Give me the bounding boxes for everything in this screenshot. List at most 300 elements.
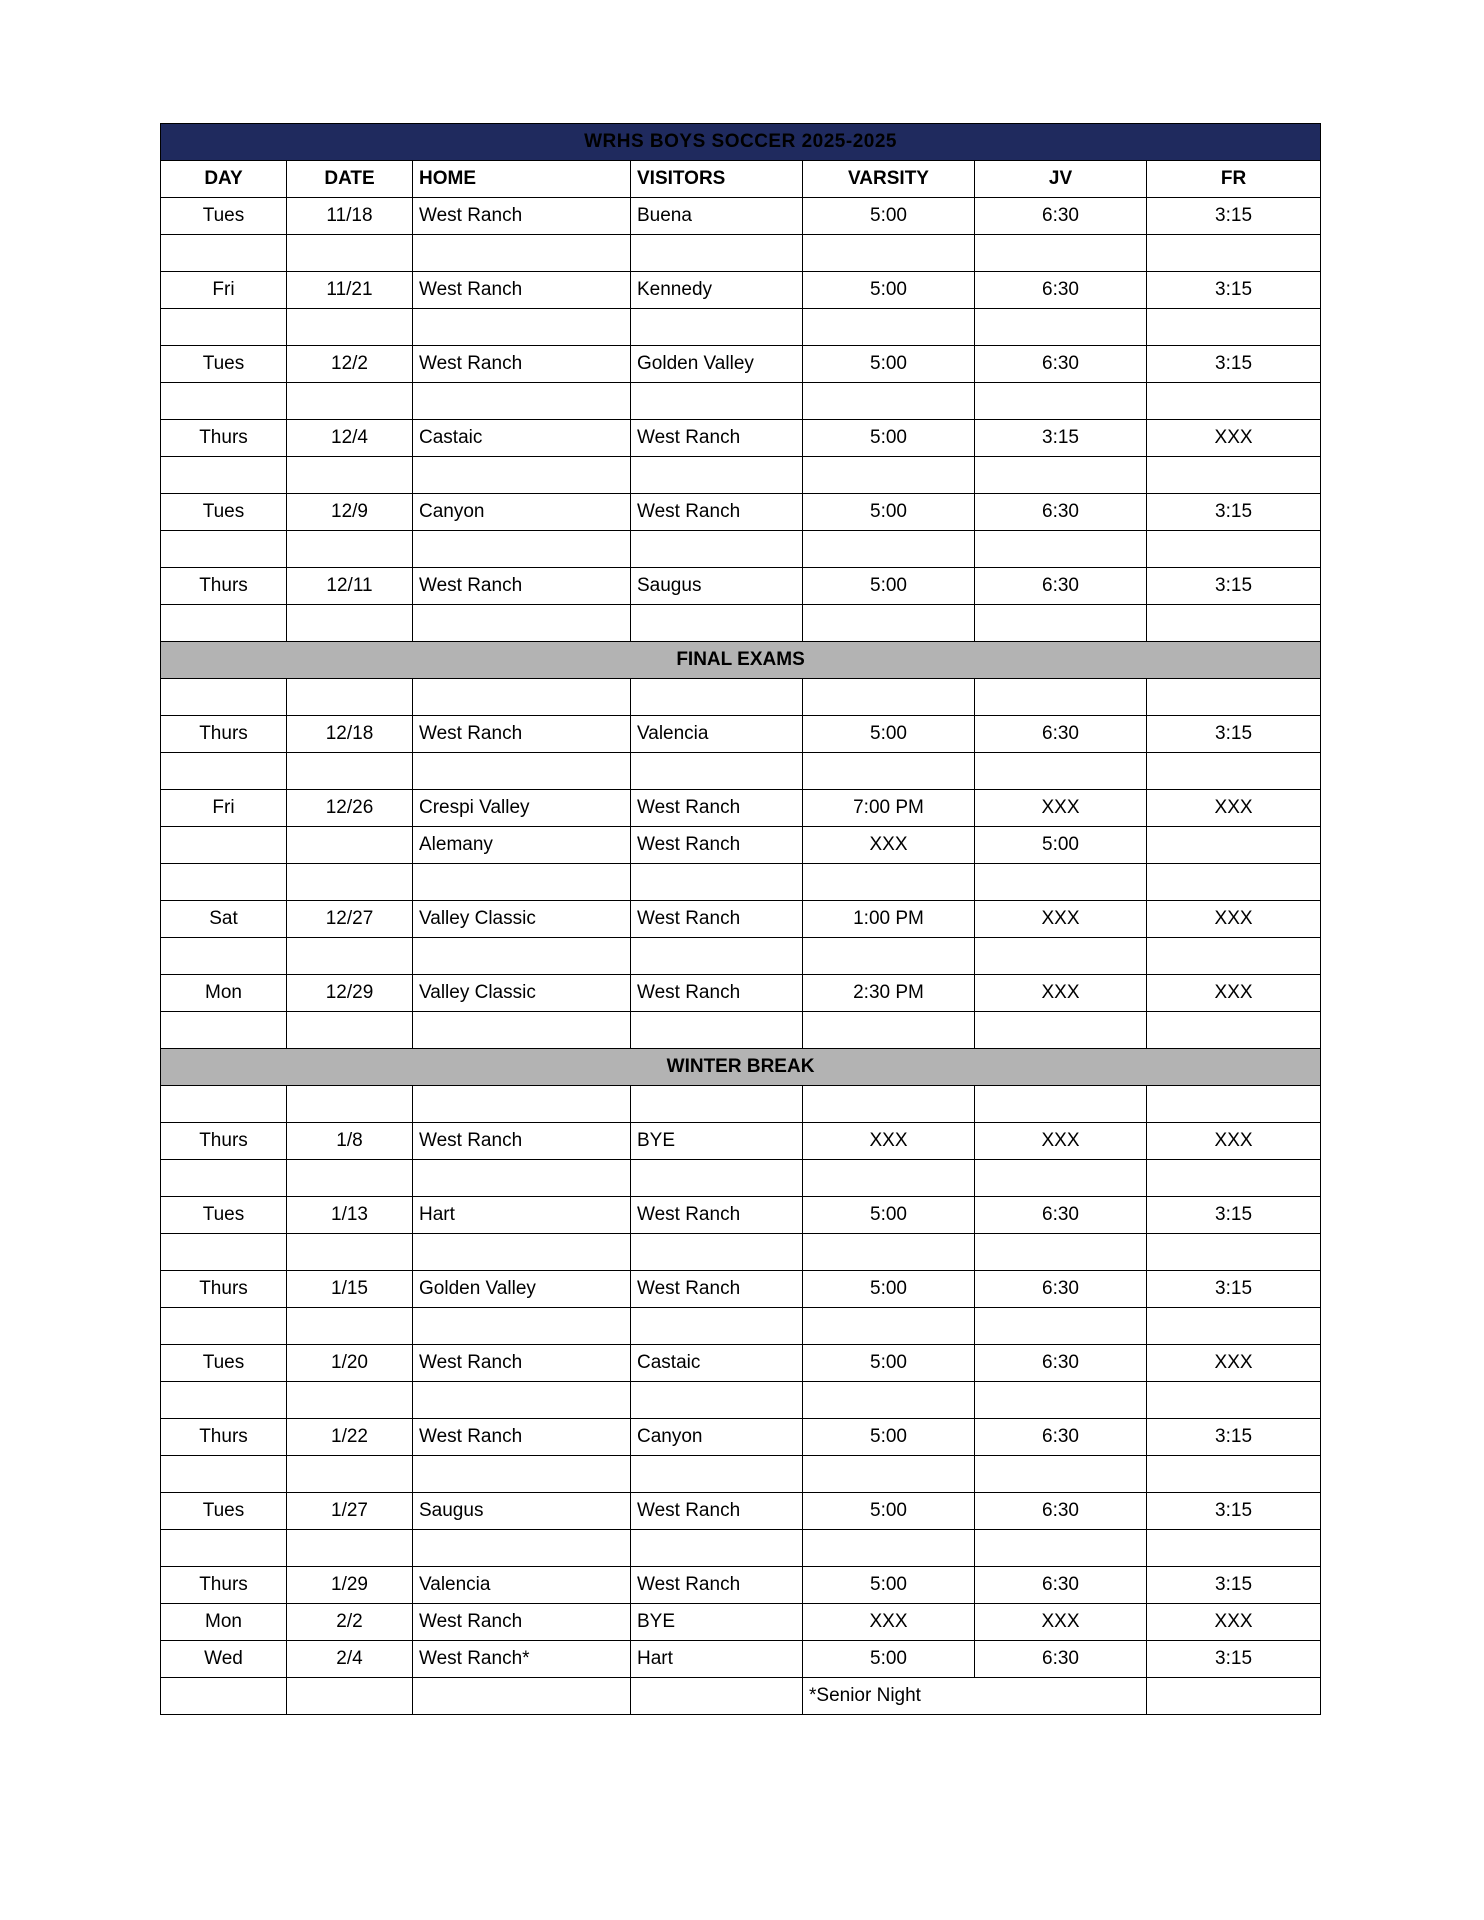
- spacer-cell: [631, 864, 803, 901]
- spacer-cell: [161, 938, 287, 975]
- spacer-cell: [975, 1234, 1147, 1271]
- spacer-row: [161, 753, 1321, 790]
- spacer-cell: [803, 679, 975, 716]
- spacer-cell: [631, 1382, 803, 1419]
- cell-varsity: 5:00: [803, 1493, 975, 1530]
- spacer-cell: [1147, 1308, 1321, 1345]
- cell-visitors: Hart: [631, 1641, 803, 1678]
- table-row: [161, 494, 1321, 531]
- section-divider-row: [161, 642, 1321, 679]
- cell-fr: 3:15: [1147, 494, 1321, 531]
- table-row: [161, 420, 1321, 457]
- cell-home: Valley Classic: [413, 975, 631, 1012]
- cell-date: 12/18: [287, 716, 413, 753]
- spacer-row: [161, 864, 1321, 901]
- schedule-table-body: [161, 124, 1321, 1715]
- spacer-cell: [631, 1012, 803, 1049]
- cell-date: 1/20: [287, 1345, 413, 1382]
- spacer-cell: [161, 383, 287, 420]
- spacer-cell: [803, 864, 975, 901]
- spacer-cell: [413, 1012, 631, 1049]
- spacer-cell: [975, 938, 1147, 975]
- spacer-row: [161, 1308, 1321, 1345]
- table-row: [161, 1419, 1321, 1456]
- cell-visitors: West Ranch: [631, 975, 803, 1012]
- schedule-table: [160, 123, 1321, 1715]
- spacer-cell: [631, 753, 803, 790]
- cell-home: West Ranch: [413, 346, 631, 383]
- spacer-cell: [803, 1160, 975, 1197]
- cell-visitors: Golden Valley: [631, 346, 803, 383]
- cell-varsity: 5:00: [803, 1641, 975, 1678]
- cell-day: [161, 827, 287, 864]
- cell-fr: 3:15: [1147, 568, 1321, 605]
- spacer-cell: [161, 309, 287, 346]
- cell-jv: 6:30: [975, 1271, 1147, 1308]
- spacer-cell: [287, 1234, 413, 1271]
- spacer-row: [161, 383, 1321, 420]
- table-row: [161, 1604, 1321, 1641]
- note-blank-fr: [1147, 1678, 1321, 1715]
- spacer-cell: [975, 1308, 1147, 1345]
- spacer-cell: [287, 679, 413, 716]
- cell-varsity: XXX: [803, 1123, 975, 1160]
- spacer-cell: [975, 1160, 1147, 1197]
- spacer-cell: [287, 1012, 413, 1049]
- cell-varsity: 5:00: [803, 568, 975, 605]
- cell-fr: XXX: [1147, 975, 1321, 1012]
- schedule-title: WRHS BOYS SOCCER 2025-2025: [161, 124, 1321, 161]
- spacer-cell: [161, 864, 287, 901]
- spacer-cell: [1147, 383, 1321, 420]
- spacer-cell: [161, 1308, 287, 1345]
- table-row: [161, 1123, 1321, 1160]
- cell-day: Tues: [161, 1345, 287, 1382]
- cell-home: Hart: [413, 1197, 631, 1234]
- cell-home: Alemany: [413, 827, 631, 864]
- spacer-cell: [413, 309, 631, 346]
- spacer-cell: [287, 1382, 413, 1419]
- cell-date: 12/2: [287, 346, 413, 383]
- spacer-cell: [975, 457, 1147, 494]
- section-divider-row: [161, 1049, 1321, 1086]
- table-row: [161, 1641, 1321, 1678]
- spacer-cell: [631, 1530, 803, 1567]
- spacer-cell: [287, 457, 413, 494]
- cell-home: West Ranch: [413, 1345, 631, 1382]
- cell-varsity: 5:00: [803, 272, 975, 309]
- spacer-cell: [287, 383, 413, 420]
- cell-fr: 3:15: [1147, 1641, 1321, 1678]
- cell-fr: [1147, 827, 1321, 864]
- cell-visitors: West Ranch: [631, 1271, 803, 1308]
- cell-jv: 6:30: [975, 1567, 1147, 1604]
- cell-home: West Ranch: [413, 1123, 631, 1160]
- cell-date: 1/22: [287, 1419, 413, 1456]
- spacer-cell: [161, 1012, 287, 1049]
- spacer-row: [161, 457, 1321, 494]
- spacer-cell: [975, 753, 1147, 790]
- note-blank-visitors: [631, 1678, 803, 1715]
- spacer-cell: [1147, 309, 1321, 346]
- spacer-row: [161, 1456, 1321, 1493]
- cell-visitors: West Ranch: [631, 827, 803, 864]
- cell-varsity: 5:00: [803, 1271, 975, 1308]
- cell-jv: XXX: [975, 975, 1147, 1012]
- cell-varsity: 5:00: [803, 198, 975, 235]
- spacer-cell: [161, 1086, 287, 1123]
- column-header-varsity: VARSITY: [803, 161, 975, 198]
- cell-day: Thurs: [161, 716, 287, 753]
- spacer-cell: [161, 531, 287, 568]
- spacer-cell: [975, 531, 1147, 568]
- section-label: WINTER BREAK: [161, 1049, 1321, 1086]
- spacer-cell: [1147, 864, 1321, 901]
- spacer-cell: [803, 457, 975, 494]
- spacer-cell: [1147, 1530, 1321, 1567]
- spacer-cell: [413, 753, 631, 790]
- spacer-cell: [1147, 457, 1321, 494]
- cell-date: 1/29: [287, 1567, 413, 1604]
- cell-date: 12/27: [287, 901, 413, 938]
- cell-fr: 3:15: [1147, 1197, 1321, 1234]
- spacer-cell: [631, 1234, 803, 1271]
- cell-jv: 6:30: [975, 1419, 1147, 1456]
- cell-jv: XXX: [975, 1604, 1147, 1641]
- table-row: [161, 901, 1321, 938]
- spacer-cell: [975, 1086, 1147, 1123]
- cell-varsity: 5:00: [803, 1345, 975, 1382]
- spacer-cell: [631, 679, 803, 716]
- cell-visitors: Canyon: [631, 1419, 803, 1456]
- cell-fr: XXX: [1147, 1345, 1321, 1382]
- cell-date: 2/2: [287, 1604, 413, 1641]
- cell-jv: 6:30: [975, 346, 1147, 383]
- spacer-cell: [287, 1456, 413, 1493]
- cell-home: West Ranch: [413, 716, 631, 753]
- cell-jv: 5:00: [975, 827, 1147, 864]
- cell-visitors: West Ranch: [631, 1493, 803, 1530]
- spacer-cell: [803, 1530, 975, 1567]
- cell-jv: XXX: [975, 901, 1147, 938]
- spacer-cell: [803, 1382, 975, 1419]
- table-row: [161, 790, 1321, 827]
- cell-jv: 3:15: [975, 420, 1147, 457]
- cell-day: Thurs: [161, 568, 287, 605]
- spacer-cell: [1147, 1012, 1321, 1049]
- spacer-cell: [803, 235, 975, 272]
- spacer-row: [161, 309, 1321, 346]
- note-row: [161, 1678, 1321, 1715]
- spacer-cell: [975, 1530, 1147, 1567]
- cell-home: West Ranch: [413, 198, 631, 235]
- schedule-title-row: [161, 124, 1321, 161]
- cell-home: Saugus: [413, 1493, 631, 1530]
- spacer-cell: [803, 1086, 975, 1123]
- cell-fr: 3:15: [1147, 1567, 1321, 1604]
- spacer-cell: [1147, 531, 1321, 568]
- cell-date: 12/11: [287, 568, 413, 605]
- cell-jv: XXX: [975, 1123, 1147, 1160]
- cell-jv: 6:30: [975, 1493, 1147, 1530]
- cell-day: Tues: [161, 494, 287, 531]
- spacer-cell: [413, 235, 631, 272]
- cell-varsity: 5:00: [803, 494, 975, 531]
- cell-varsity: 7:00 PM: [803, 790, 975, 827]
- spacer-cell: [975, 1456, 1147, 1493]
- spacer-row: [161, 1530, 1321, 1567]
- cell-fr: 3:15: [1147, 1493, 1321, 1530]
- spacer-cell: [413, 679, 631, 716]
- spacer-cell: [975, 1012, 1147, 1049]
- cell-jv: 6:30: [975, 494, 1147, 531]
- cell-visitors: West Ranch: [631, 901, 803, 938]
- spacer-cell: [161, 605, 287, 642]
- spacer-cell: [975, 383, 1147, 420]
- column-header-day: DAY: [161, 161, 287, 198]
- spacer-cell: [161, 753, 287, 790]
- table-row: [161, 975, 1321, 1012]
- spacer-cell: [803, 1012, 975, 1049]
- column-header-visitors: VISITORS: [631, 161, 803, 198]
- spacer-cell: [1147, 938, 1321, 975]
- spacer-cell: [631, 457, 803, 494]
- note-blank-home: [413, 1678, 631, 1715]
- spacer-cell: [287, 938, 413, 975]
- table-row: [161, 1271, 1321, 1308]
- cell-home: West Ranch: [413, 1419, 631, 1456]
- cell-day: Tues: [161, 1197, 287, 1234]
- cell-date: 12/26: [287, 790, 413, 827]
- cell-visitors: West Ranch: [631, 1567, 803, 1604]
- spacer-cell: [803, 1308, 975, 1345]
- table-row: [161, 1493, 1321, 1530]
- cell-day: Wed: [161, 1641, 287, 1678]
- spacer-cell: [413, 938, 631, 975]
- spacer-cell: [975, 309, 1147, 346]
- cell-visitors: Valencia: [631, 716, 803, 753]
- spacer-cell: [161, 1160, 287, 1197]
- cell-day: Tues: [161, 198, 287, 235]
- cell-fr: 3:15: [1147, 716, 1321, 753]
- spacer-cell: [1147, 753, 1321, 790]
- note-blank-date: [287, 1678, 413, 1715]
- spacer-cell: [161, 679, 287, 716]
- table-row: [161, 568, 1321, 605]
- cell-jv: XXX: [975, 790, 1147, 827]
- cell-jv: 6:30: [975, 198, 1147, 235]
- cell-home: Castaic: [413, 420, 631, 457]
- spacer-row: [161, 1160, 1321, 1197]
- cell-varsity: 5:00: [803, 420, 975, 457]
- spacer-cell: [631, 1308, 803, 1345]
- spacer-cell: [413, 1530, 631, 1567]
- schedule-sheet: [160, 123, 1320, 1715]
- spacer-cell: [1147, 679, 1321, 716]
- spacer-cell: [287, 753, 413, 790]
- cell-jv: 6:30: [975, 272, 1147, 309]
- cell-varsity: 1:00 PM: [803, 901, 975, 938]
- schedule-header-row: [161, 161, 1321, 198]
- spacer-row: [161, 1234, 1321, 1271]
- spacer-cell: [287, 1160, 413, 1197]
- spacer-cell: [161, 457, 287, 494]
- cell-home: Valencia: [413, 1567, 631, 1604]
- spacer-cell: [631, 1456, 803, 1493]
- cell-fr: 3:15: [1147, 1271, 1321, 1308]
- spacer-cell: [287, 309, 413, 346]
- spacer-cell: [161, 1382, 287, 1419]
- cell-fr: XXX: [1147, 790, 1321, 827]
- cell-home: West Ranch*: [413, 1641, 631, 1678]
- spacer-cell: [287, 864, 413, 901]
- spacer-cell: [161, 1456, 287, 1493]
- spacer-cell: [287, 1530, 413, 1567]
- table-row: [161, 346, 1321, 383]
- table-row: [161, 1197, 1321, 1234]
- cell-date: 2/4: [287, 1641, 413, 1678]
- spacer-row: [161, 938, 1321, 975]
- table-row: [161, 272, 1321, 309]
- table-row: [161, 827, 1321, 864]
- spacer-cell: [161, 1234, 287, 1271]
- cell-varsity: 5:00: [803, 1419, 975, 1456]
- cell-date: 12/9: [287, 494, 413, 531]
- cell-jv: 6:30: [975, 716, 1147, 753]
- cell-varsity: 5:00: [803, 1567, 975, 1604]
- cell-day: Fri: [161, 790, 287, 827]
- cell-fr: 3:15: [1147, 1419, 1321, 1456]
- column-header-date: DATE: [287, 161, 413, 198]
- spacer-cell: [413, 1234, 631, 1271]
- spacer-cell: [975, 605, 1147, 642]
- spacer-cell: [413, 605, 631, 642]
- spacer-row: [161, 1382, 1321, 1419]
- spacer-cell: [631, 1086, 803, 1123]
- spacer-cell: [631, 309, 803, 346]
- cell-jv: 6:30: [975, 568, 1147, 605]
- spacer-cell: [413, 1308, 631, 1345]
- spacer-row: [161, 679, 1321, 716]
- cell-date: 11/18: [287, 198, 413, 235]
- spacer-cell: [975, 1382, 1147, 1419]
- spacer-cell: [975, 235, 1147, 272]
- spacer-cell: [975, 864, 1147, 901]
- spacer-cell: [803, 531, 975, 568]
- cell-home: West Ranch: [413, 1604, 631, 1641]
- cell-date: [287, 827, 413, 864]
- spacer-cell: [631, 383, 803, 420]
- cell-date: 12/29: [287, 975, 413, 1012]
- cell-home: Crespi Valley: [413, 790, 631, 827]
- table-row: [161, 1567, 1321, 1604]
- cell-day: Tues: [161, 346, 287, 383]
- spacer-row: [161, 1012, 1321, 1049]
- cell-varsity: XXX: [803, 1604, 975, 1641]
- cell-fr: XXX: [1147, 420, 1321, 457]
- spacer-cell: [287, 1308, 413, 1345]
- cell-jv: 6:30: [975, 1641, 1147, 1678]
- spacer-cell: [413, 531, 631, 568]
- cell-day: Tues: [161, 1493, 287, 1530]
- table-row: [161, 1345, 1321, 1382]
- cell-varsity: 5:00: [803, 716, 975, 753]
- spacer-cell: [1147, 1160, 1321, 1197]
- spacer-cell: [631, 1160, 803, 1197]
- cell-day: Thurs: [161, 420, 287, 457]
- spacer-cell: [803, 309, 975, 346]
- spacer-cell: [413, 383, 631, 420]
- cell-varsity: 2:30 PM: [803, 975, 975, 1012]
- cell-home: Canyon: [413, 494, 631, 531]
- cell-home: Golden Valley: [413, 1271, 631, 1308]
- spacer-cell: [1147, 1086, 1321, 1123]
- spacer-cell: [413, 1086, 631, 1123]
- table-row: [161, 198, 1321, 235]
- cell-day: Thurs: [161, 1123, 287, 1160]
- column-header-fr: FR: [1147, 161, 1321, 198]
- spacer-cell: [803, 605, 975, 642]
- spacer-cell: [631, 605, 803, 642]
- cell-fr: 3:15: [1147, 346, 1321, 383]
- cell-fr: XXX: [1147, 1123, 1321, 1160]
- cell-jv: 6:30: [975, 1197, 1147, 1234]
- cell-visitors: West Ranch: [631, 1197, 803, 1234]
- spacer-cell: [803, 1234, 975, 1271]
- cell-visitors: West Ranch: [631, 420, 803, 457]
- spacer-cell: [287, 1086, 413, 1123]
- cell-visitors: Buena: [631, 198, 803, 235]
- cell-day: Mon: [161, 975, 287, 1012]
- spacer-cell: [413, 1382, 631, 1419]
- senior-night-note: *Senior Night: [803, 1678, 1147, 1715]
- spacer-row: [161, 1086, 1321, 1123]
- cell-fr: XXX: [1147, 1604, 1321, 1641]
- column-header-home: HOME: [413, 161, 631, 198]
- spacer-cell: [975, 679, 1147, 716]
- column-header-jv: JV: [975, 161, 1147, 198]
- cell-date: 12/4: [287, 420, 413, 457]
- spacer-cell: [803, 383, 975, 420]
- spacer-cell: [287, 531, 413, 568]
- cell-date: 11/21: [287, 272, 413, 309]
- cell-day: Thurs: [161, 1419, 287, 1456]
- cell-day: Thurs: [161, 1567, 287, 1604]
- cell-day: Sat: [161, 901, 287, 938]
- cell-fr: 3:15: [1147, 198, 1321, 235]
- cell-visitors: BYE: [631, 1604, 803, 1641]
- spacer-cell: [161, 235, 287, 272]
- spacer-row: [161, 235, 1321, 272]
- cell-date: 1/8: [287, 1123, 413, 1160]
- spacer-cell: [287, 605, 413, 642]
- cell-varsity: XXX: [803, 827, 975, 864]
- spacer-cell: [803, 753, 975, 790]
- spacer-cell: [803, 1456, 975, 1493]
- note-blank-day: [161, 1678, 287, 1715]
- spacer-cell: [1147, 1234, 1321, 1271]
- cell-day: Fri: [161, 272, 287, 309]
- cell-varsity: 5:00: [803, 346, 975, 383]
- cell-visitors: BYE: [631, 1123, 803, 1160]
- cell-day: Mon: [161, 1604, 287, 1641]
- cell-visitors: Kennedy: [631, 272, 803, 309]
- cell-visitors: Saugus: [631, 568, 803, 605]
- spacer-row: [161, 605, 1321, 642]
- cell-fr: 3:15: [1147, 272, 1321, 309]
- cell-date: 1/15: [287, 1271, 413, 1308]
- spacer-cell: [413, 864, 631, 901]
